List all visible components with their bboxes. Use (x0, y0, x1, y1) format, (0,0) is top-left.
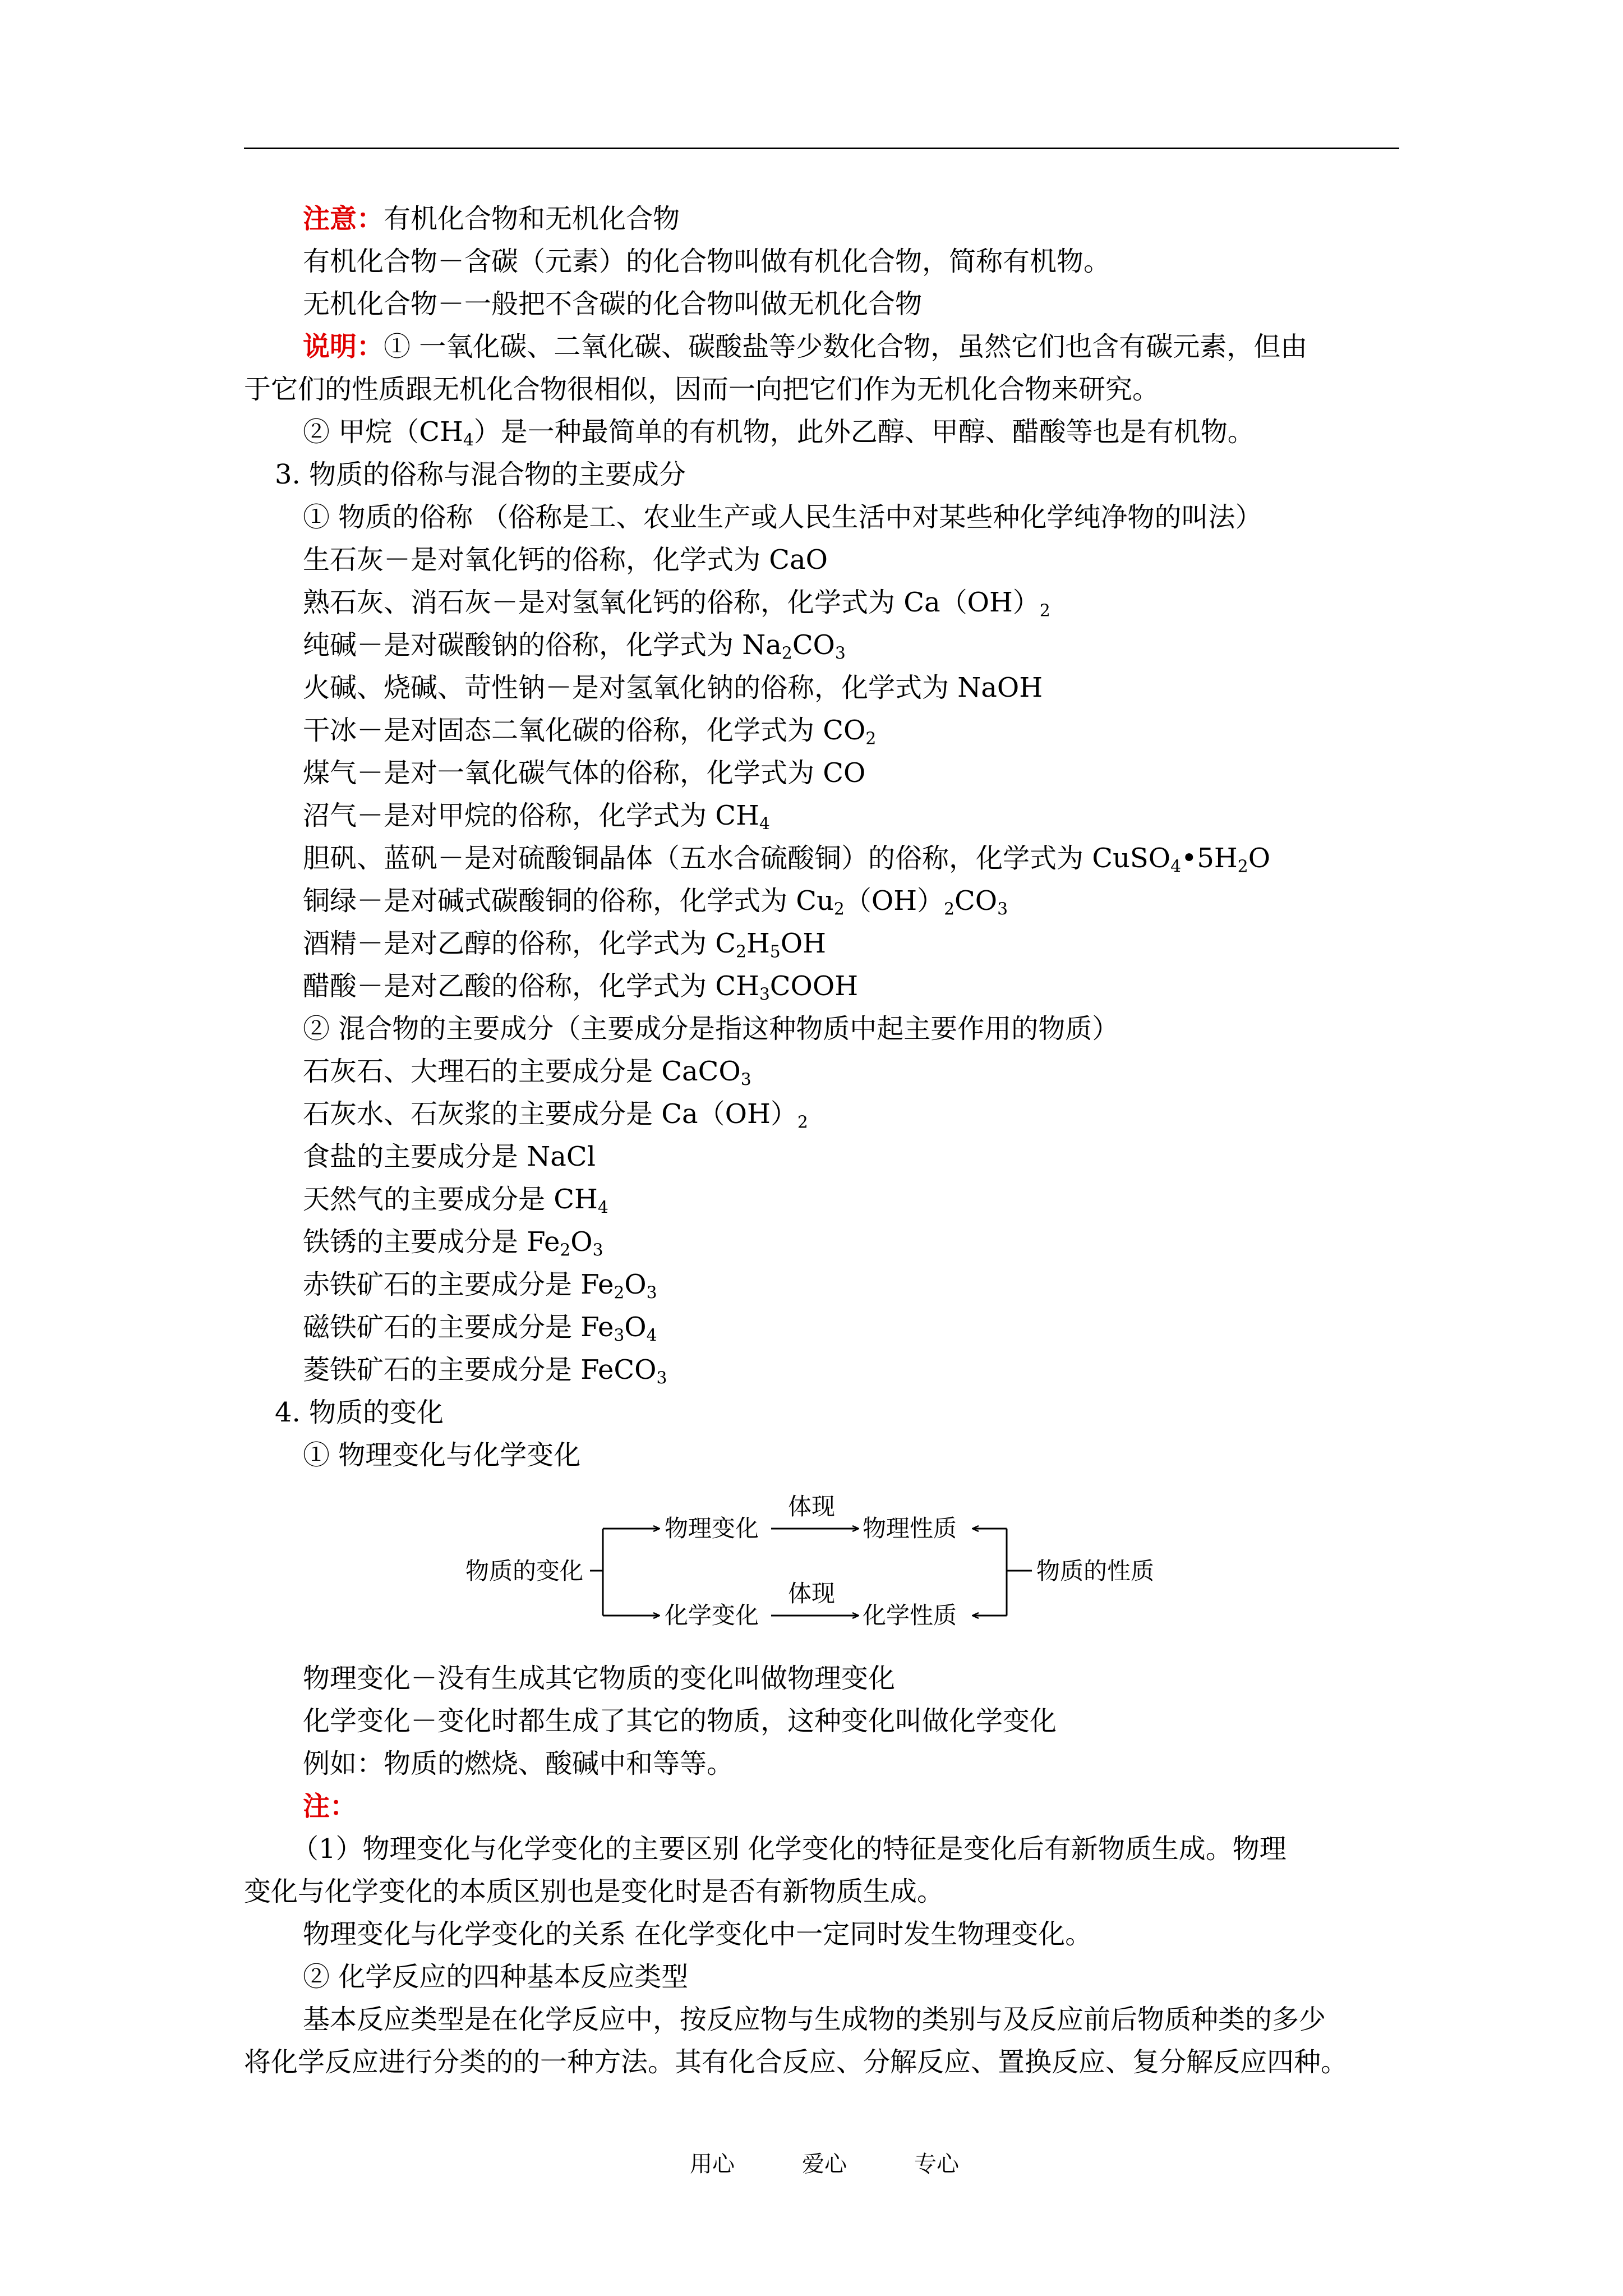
common-name-line-text: COOH (769, 970, 859, 1002)
mixture-line (303, 1349, 667, 1391)
mixture-line-subscript: 2 (614, 1283, 625, 1303)
diagram-physical-change: 物理变化 (665, 1515, 759, 1542)
inorganic-definition: 无机化合物－一般把不含碳的化合物叫做无机化合物 (303, 288, 923, 320)
common-name-line-text: CO (792, 629, 835, 661)
common-name-line (303, 624, 846, 666)
common-name-line (303, 709, 876, 752)
common-name-line-subscript: 4 (1170, 857, 1182, 877)
common-name-line-text: 醋酸－是对乙酸的俗称，化学式为 CH (303, 970, 759, 1002)
common-name-line (303, 922, 826, 965)
common-name-line-text: 干冰－是对固态二氧化碳的俗称，化学式为 CO (303, 715, 866, 746)
reaction-line-a: 基本反应类型是在化学反应中，按反应物与生成物的类别与及反应前后物质种类的多少 (303, 2004, 1326, 2035)
mixture-line (303, 1221, 603, 1263)
chemical-change-def: 化学变化－变化时都生成了其它的物质，这种变化叫做化学变化 (303, 1705, 1057, 1737)
section-4-title: 4. 物质的变化 (275, 1397, 444, 1428)
common-name-line-subscript: 2 (1237, 857, 1248, 877)
common-name-line-text: 铜绿－是对碱式碳酸铜的俗称，化学式为 Cu (303, 885, 834, 917)
sub-2-title: ② 混合物的主要成分（主要成分是指这种物质中起主要作用的物质） (303, 1013, 1119, 1045)
common-name-line-text: 沼气－是对甲烷的俗称，化学式为 CH (303, 800, 759, 831)
section-3-title: 3. 物质的俗称与混合物的主要成分 (275, 459, 686, 490)
common-name-line (303, 666, 1043, 709)
common-name-line-text: 胆矾、蓝矾－是对硫酸铜晶体（五水合硫酸铜）的俗称，化学式为 CuSO (303, 843, 1171, 874)
common-name-line (303, 880, 1008, 922)
note-line (303, 197, 680, 240)
common-name-line-subscript: 3 (759, 984, 770, 1005)
mixture-line-text: 磁铁矿石的主要成分是 Fe (303, 1312, 614, 1343)
explain-label: 说明： (303, 331, 384, 362)
mixture-line (303, 1093, 808, 1135)
mixture-line-text: O (570, 1226, 593, 1258)
diagram-chemical-property: 化学性质 (863, 1602, 957, 1629)
mixture-line-subscript: 2 (560, 1240, 571, 1260)
common-name-line-subscript: 5 (769, 942, 781, 962)
mixture-line-subscript: 4 (646, 1326, 657, 1346)
common-name-line-subscript: 2 (865, 729, 877, 749)
mixture-line-text: O (624, 1269, 647, 1300)
common-name-line-subscript: 2 (736, 942, 746, 962)
explain-2-post: ）是一种最简单的有机物，此外乙醇、甲醇、醋酸等也是有机物。 (473, 416, 1255, 448)
common-name-line-subscript: 3 (997, 899, 1008, 919)
common-name-line-subscript: 2 (833, 899, 845, 919)
note-label: 注意： (303, 203, 384, 234)
explain-2-pre: ② 甲烷（CH (303, 416, 463, 448)
common-name-line (303, 965, 858, 1007)
diagram-embody-top: 体现 (788, 1493, 836, 1520)
common-name-line (303, 752, 865, 794)
common-name-line (303, 794, 770, 837)
mixture-line-subscript: 4 (597, 1198, 608, 1218)
common-name-line-text: 熟石灰、消石灰－是对氢氧化钙的俗称，化学式为 Ca（OH） (303, 587, 1040, 618)
mixture-line-text: 铁锈的主要成分是 Fe (303, 1226, 560, 1258)
zhu-1b: 变化与化学变化的本质区别也是变化时是否有新物质生成。 (244, 1876, 944, 1907)
common-name-line-text: OH (780, 928, 826, 959)
organic-definition: 有机化合物－含碳（元素）的化合物叫做有机化合物，简称有机物。 (303, 246, 1111, 277)
mixture-line (303, 1306, 657, 1349)
change-property-diagram (465, 1489, 1189, 1663)
common-name-line-subscript: 4 (759, 814, 770, 834)
mixture-line-text: 石灰石、大理石的主要成分是 CaCO (303, 1056, 741, 1087)
physical-change-def: 物理变化－没有生成其它物质的变化叫做物理变化 (303, 1663, 896, 1694)
common-name-line-subscript: 3 (834, 643, 846, 664)
sub-4-2-title: ② 化学反应的四种基本反应类型 (303, 1961, 689, 1993)
common-name-line (303, 581, 1050, 624)
explain-1a: 一氧化碳、二氧化碳、碳酸盐等少数化合物，虽然它们也含有碳元素，但由 (411, 331, 1308, 362)
mixture-line-text: 天然气的主要成分是 CH (303, 1184, 598, 1215)
sub-1-title: ① 物质的俗称 （俗称是工、农业生产或人民生活中对某些种化学纯净物的叫法） (303, 501, 1262, 533)
common-name-line-text: 纯碱－是对碳酸钠的俗称，化学式为 Na (303, 629, 782, 661)
footer-item: 爱心 (802, 2151, 847, 2177)
mixture-line (303, 1050, 751, 1093)
common-name-line-subscript: 2 (1039, 601, 1050, 621)
mixture-line-subscript: 3 (656, 1368, 667, 1388)
common-name-line-text: 生石灰－是对氧化钙的俗称，化学式为 CaO (303, 544, 828, 576)
mixture-line (303, 1178, 608, 1221)
common-name-line-text: O (1248, 843, 1271, 874)
mixture-line-subscript: 3 (646, 1283, 657, 1303)
reaction-line-b: 将化学反应进行分类的的一种方法。其有化合反应、分解反应、置换反应、复分解反应四种。 (244, 2046, 1348, 2078)
common-name-line-text: 煤气－是对一氧化碳气体的俗称，化学式为 CO (303, 757, 866, 789)
mixture-line-subscript: 2 (797, 1112, 808, 1133)
common-name-line-text: CO (955, 885, 998, 917)
common-name-line-text: •5H (1181, 843, 1238, 874)
common-name-line-text: H (746, 928, 770, 959)
common-name-line-text: （OH） (844, 885, 944, 917)
explain-1-marker: ① (384, 331, 411, 362)
diagram-left-label: 物质的变化 (465, 1557, 584, 1585)
common-name-line-subscript: 2 (944, 899, 955, 919)
mixture-line-text: 菱铁矿石的主要成分是 FeCO (303, 1354, 657, 1386)
zhu-1a: （1）物理变化与化学变化的主要区别 化学变化的特征是变化后有新物质生成。物理 (292, 1833, 1287, 1865)
sub-4-1-title: ① 物理变化与化学变化 (303, 1439, 581, 1471)
mixture-line-text: 石灰水、石灰浆的主要成分是 Ca（OH） (303, 1098, 797, 1130)
example-line: 例如：物质的燃烧、酸碱中和等等。 (303, 1748, 734, 1779)
explain-line-1b: 于它们的性质跟无机化合物很相似，因而一向把它们作为无机化合物来研究。 (244, 374, 1160, 405)
footer-item: 专心 (914, 2151, 959, 2177)
explain-line-1 (303, 325, 1307, 368)
relation-line: 物理变化与化学变化的关系 在化学变化中一定同时发生物理变化。 (303, 1918, 1092, 1950)
mixture-line-text: 食盐的主要成分是 NaCl (303, 1141, 596, 1172)
mixture-line-subscript: 3 (614, 1326, 625, 1346)
common-name-line (303, 837, 1270, 880)
note-text: 有机化合物和无机化合物 (384, 203, 680, 234)
zhu-label: 注： (303, 1791, 357, 1822)
common-name-line (303, 539, 828, 581)
explain-line-2 (303, 411, 1255, 453)
diagram-chemical-change: 化学变化 (665, 1602, 759, 1629)
mixture-line-subscript: 3 (592, 1240, 603, 1260)
common-name-line-subscript: 2 (781, 643, 792, 664)
mixture-line-text: O (624, 1312, 647, 1343)
mixture-line (303, 1263, 657, 1306)
header-rule (244, 148, 1399, 149)
mixture-line (303, 1135, 596, 1178)
common-name-line-text: 火碱、烧碱、苛性钠－是对氢氧化钠的俗称，化学式为 NaOH (303, 672, 1043, 703)
diagram-embody-bottom: 体现 (788, 1580, 836, 1607)
mixture-line-subscript: 3 (740, 1070, 751, 1090)
common-name-line-text: 酒精－是对乙醇的俗称，化学式为 C (303, 928, 736, 959)
diagram-right-label: 物质的性质 (1036, 1557, 1155, 1585)
mixture-line-text: 赤铁矿石的主要成分是 Fe (303, 1269, 614, 1300)
diagram-physical-property: 物理性质 (863, 1515, 957, 1542)
footer (690, 2146, 1026, 2178)
footer-item: 用心 (690, 2151, 735, 2177)
explain-2-sub: 4 (463, 430, 474, 450)
